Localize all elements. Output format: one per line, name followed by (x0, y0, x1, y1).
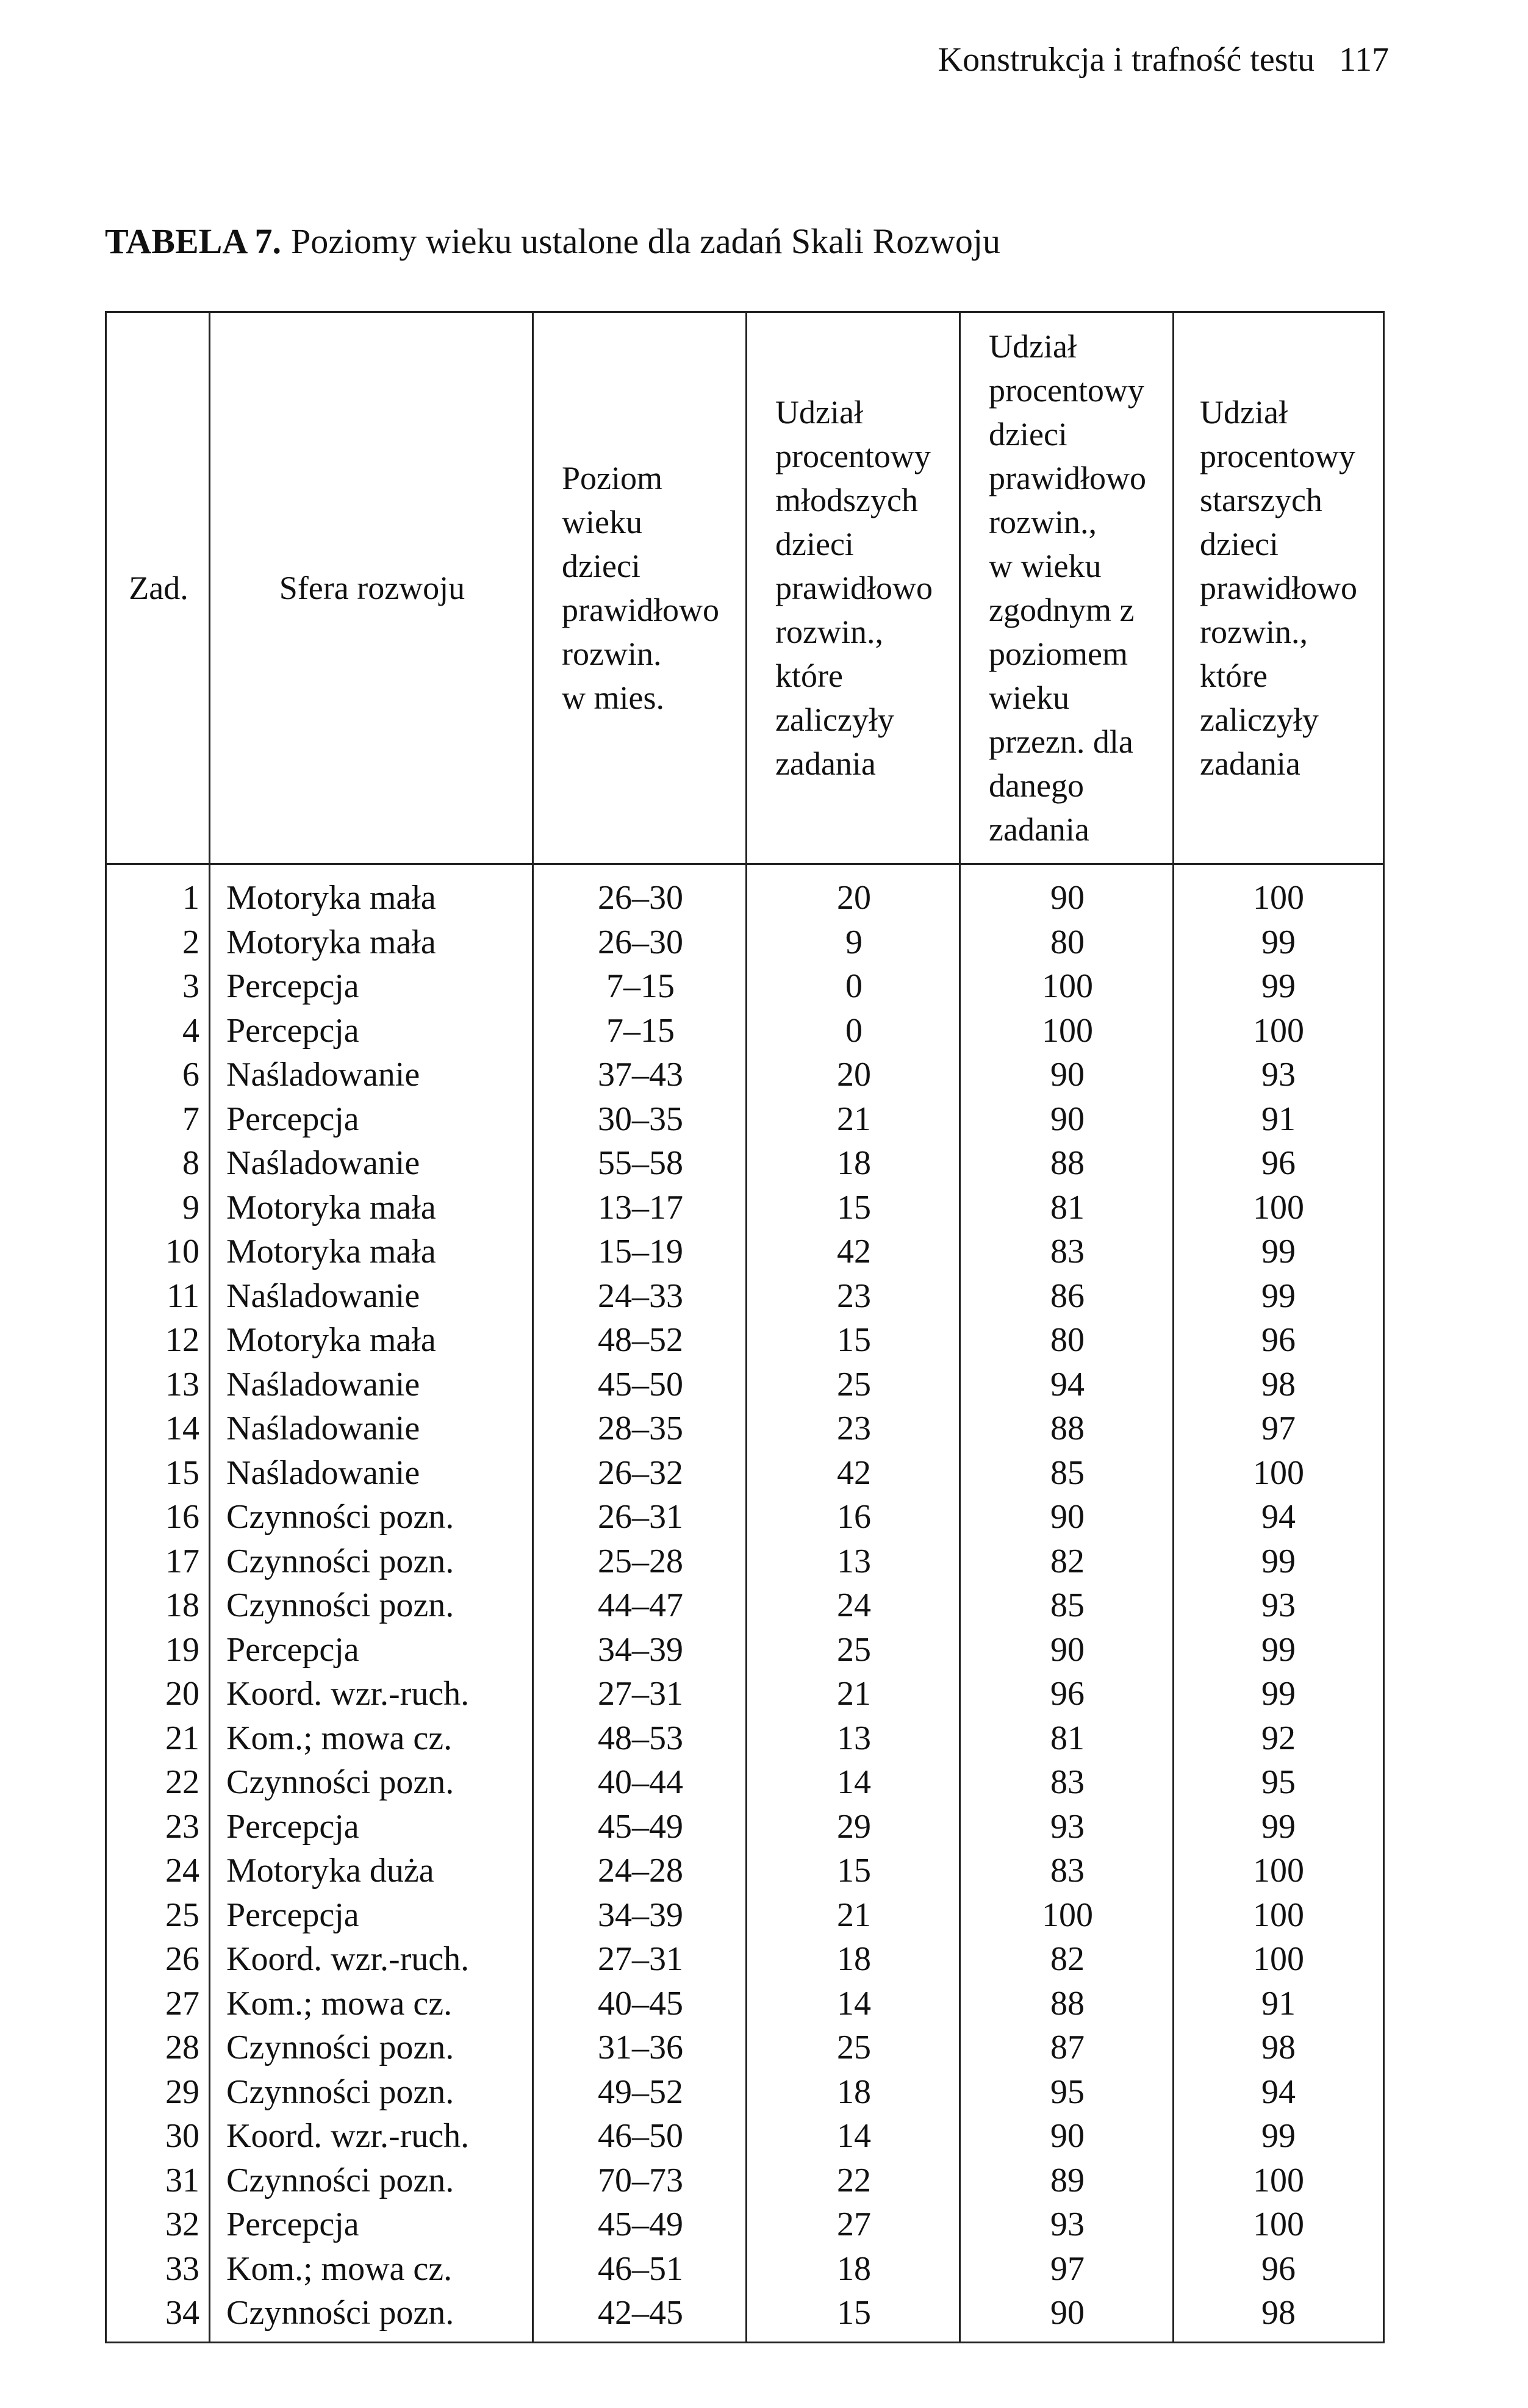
age-levels-table (105, 311, 1385, 2343)
row-poziom-cell: 7–15 (606, 1011, 675, 1050)
row-poziom-cell: 49–52 (598, 2073, 683, 2111)
row-starszych-cell: 100 (1253, 2161, 1304, 2199)
row-sfera-cell: Motoryka mała (226, 1233, 436, 1271)
row-starszych-cell: 91 (1261, 1984, 1296, 2023)
row-zgodnym-cell: 90 (1050, 879, 1085, 917)
row-starszych-cell: 100 (1253, 2206, 1304, 2244)
table-row (107, 1716, 1383, 1761)
row-zad-cell: 25 (165, 1896, 199, 1934)
row-zgodnym-cell: 82 (1050, 1542, 1085, 1580)
row-poziom-cell: 48–53 (598, 1719, 683, 1757)
row-sfera-cell: Percepcja (226, 2206, 359, 2244)
row-sfera-cell: Czynności pozn. (226, 2029, 454, 2067)
row-zgodnym-cell: 83 (1050, 1852, 1085, 1890)
row-sfera-cell: Percepcja (226, 1100, 359, 1138)
row-mlodszych-cell: 24 (837, 1586, 871, 1625)
table-row (107, 1805, 1383, 1849)
row-zgodnym-cell: 90 (1050, 1498, 1085, 1536)
row-starszych-cell: 99 (1261, 1542, 1296, 1580)
row-zad-cell: 31 (165, 2161, 199, 2199)
row-starszych-cell: 91 (1261, 1100, 1296, 1138)
row-mlodszych-cell: 25 (837, 2029, 871, 2067)
row-zad-cell: 24 (165, 1852, 199, 1890)
table-row (107, 1451, 1383, 1496)
row-starszych-cell: 100 (1253, 1940, 1304, 1979)
row-poziom-cell: 13–17 (598, 1188, 683, 1227)
row-sfera-cell: Koord. wzr.-ruch. (226, 1675, 470, 1713)
row-poziom-cell: 48–52 (598, 1321, 683, 1360)
row-sfera-cell: Naśladowanie (226, 1277, 420, 1315)
row-zad-cell: 29 (165, 2073, 199, 2111)
row-sfera-cell: Czynności pozn. (226, 1586, 454, 1625)
table-row (107, 1009, 1383, 1053)
row-zgodnym-cell: 80 (1050, 1321, 1085, 1360)
row-sfera-cell: Naśladowanie (226, 1056, 420, 1094)
row-poziom-cell: 37–43 (598, 1056, 683, 1094)
row-sfera-cell: Naśladowanie (226, 1453, 420, 1492)
row-zgodnym-cell: 90 (1050, 1056, 1085, 1094)
row-starszych-cell: 98 (1261, 1365, 1296, 1403)
row-zgodnym-cell: 97 (1050, 2249, 1085, 2288)
table-caption (105, 221, 1000, 262)
row-mlodszych-cell: 20 (837, 1056, 871, 1094)
row-sfera-cell: Kom.; mowa cz. (226, 2249, 453, 2288)
row-zad-cell: 33 (165, 2249, 199, 2288)
running-head (938, 40, 1389, 79)
table-row (107, 1893, 1383, 1938)
table-row (107, 1363, 1383, 1407)
row-zgodnym-cell: 94 (1050, 1365, 1085, 1403)
row-zad-cell: 1 (182, 879, 199, 917)
header-udzial-mlodszych-text: Udział procentowy młodszych dzieci prawidłowo rozwin., które zaliczyły zadania (775, 394, 933, 782)
row-poziom-cell: 26–31 (598, 1498, 683, 1536)
row-mlodszych-cell: 22 (837, 2161, 871, 2199)
table-body (107, 865, 1383, 2342)
row-sfera-cell: Naśladowanie (226, 1144, 420, 1183)
row-sfera-cell: Naśladowanie (226, 1410, 420, 1448)
table-row (107, 964, 1383, 1009)
row-mlodszych-cell: 14 (837, 1763, 871, 1802)
row-zad-cell: 10 (165, 1233, 199, 1271)
table-row (107, 1274, 1383, 1319)
row-poziom-cell: 30–35 (598, 1100, 683, 1138)
table-row (107, 1628, 1383, 1672)
row-sfera-cell: Czynności pozn. (226, 2161, 454, 2199)
row-mlodszych-cell: 15 (837, 2294, 871, 2332)
row-mlodszych-cell: 18 (837, 2249, 871, 2288)
row-mlodszych-cell: 21 (837, 1100, 871, 1138)
row-poziom-cell: 40–44 (598, 1763, 683, 1802)
header-udzial-starszych (1174, 313, 1383, 863)
row-starszych-cell: 100 (1253, 1852, 1304, 1890)
header-poziom-wieku-text: Poziom wieku dzieci prawidłowo rozwin. w mies. (562, 460, 719, 716)
row-poziom-cell: 27–31 (598, 1675, 683, 1713)
table-row (107, 1230, 1383, 1274)
table-row (107, 1186, 1383, 1230)
table-row (107, 1053, 1383, 1097)
row-starszych-cell: 99 (1261, 1233, 1296, 1271)
row-zad-cell: 7 (182, 1100, 199, 1138)
row-starszych-cell: 96 (1261, 1321, 1296, 1360)
table-row (107, 876, 1383, 920)
row-starszych-cell: 97 (1261, 1410, 1296, 1448)
row-zad-cell: 28 (165, 2029, 199, 2067)
row-mlodszych-cell: 0 (845, 967, 863, 1006)
row-mlodszych-cell: 18 (837, 2073, 871, 2111)
row-mlodszych-cell: 15 (837, 1852, 871, 1890)
table-row (107, 1318, 1383, 1363)
row-starszych-cell: 96 (1261, 1144, 1296, 1183)
row-zgodnym-cell: 85 (1050, 1453, 1085, 1492)
row-sfera-cell: Percepcja (226, 1630, 359, 1669)
table-row (107, 1760, 1383, 1805)
row-poziom-cell: 24–33 (598, 1277, 683, 1315)
header-udzial-zgodnym-text: Udział procentowy dzieci prawidłowo rozwin., w wieku zgodnym z poziomem wieku przezn. dla danego zadania (989, 328, 1146, 848)
row-zad-cell: 9 (182, 1188, 199, 1227)
row-zgodnym-cell: 80 (1050, 923, 1085, 961)
row-sfera-cell: Motoryka mała (226, 1188, 436, 1227)
table-row (107, 2202, 1383, 2247)
row-zgodnym-cell: 89 (1050, 2161, 1085, 2199)
row-zad-cell: 22 (165, 1763, 199, 1802)
table-row (107, 1849, 1383, 1893)
row-starszych-cell: 100 (1253, 879, 1304, 917)
row-sfera-cell: Motoryka mała (226, 923, 436, 961)
row-mlodszych-cell: 27 (837, 2206, 871, 2244)
running-head-title: Konstrukcja i trafność testu (938, 41, 1315, 79)
row-zgodnym-cell: 82 (1050, 1940, 1085, 1979)
header-udzial-zgodnym (961, 313, 1174, 863)
row-mlodszych-cell: 14 (837, 1984, 871, 2023)
header-udzial-starszych-text: Udział procentowy starszych dzieci prawidłowo rozwin., które zaliczyły zadania (1200, 394, 1357, 782)
row-zgodnym-cell: 90 (1050, 2117, 1085, 2155)
row-starszych-cell: 100 (1253, 1896, 1304, 1934)
table-caption-text: Poziomy wieku ustalone dla zadań Skali Rozwoju (291, 221, 1001, 261)
row-zad-cell: 13 (165, 1365, 199, 1403)
row-zad-cell: 26 (165, 1940, 199, 1979)
row-zgodnym-cell: 88 (1050, 1984, 1085, 2023)
row-starszych-cell: 94 (1261, 1498, 1296, 1536)
row-zgodnym-cell: 96 (1050, 1675, 1085, 1713)
row-sfera-cell: Kom.; mowa cz. (226, 1719, 453, 1757)
row-sfera-cell: Motoryka mała (226, 879, 436, 917)
row-sfera-cell: Czynności pozn. (226, 2073, 454, 2111)
row-mlodszych-cell: 42 (837, 1453, 871, 1492)
row-starszych-cell: 100 (1253, 1188, 1304, 1227)
row-poziom-cell: 31–36 (598, 2029, 683, 2067)
row-starszych-cell: 100 (1253, 1453, 1304, 1492)
row-poziom-cell: 28–35 (598, 1410, 683, 1448)
table-row (107, 1982, 1383, 2026)
row-zad-cell: 20 (165, 1675, 199, 1713)
row-zad-cell: 30 (165, 2117, 199, 2155)
row-poziom-cell: 45–49 (598, 1807, 683, 1846)
row-zgodnym-cell: 100 (1042, 1896, 1093, 1934)
row-poziom-cell: 25–28 (598, 1542, 683, 1580)
row-poziom-cell: 70–73 (598, 2161, 683, 2199)
row-zad-cell: 19 (165, 1630, 199, 1669)
row-zgodnym-cell: 90 (1050, 1100, 1085, 1138)
row-sfera-cell: Percepcja (226, 1011, 359, 1050)
table-caption-label: TABELA 7. (105, 221, 282, 261)
row-zgodnym-cell: 90 (1050, 2294, 1085, 2332)
row-zgodnym-cell: 87 (1050, 2029, 1085, 2067)
table-row (107, 2114, 1383, 2159)
row-poziom-cell: 46–50 (598, 2117, 683, 2155)
row-zgodnym-cell: 93 (1050, 2206, 1085, 2244)
row-zad-cell: 34 (165, 2294, 199, 2332)
row-starszych-cell: 96 (1261, 2249, 1296, 2288)
row-zad-cell: 6 (182, 1056, 199, 1094)
row-sfera-cell: Naśladowanie (226, 1365, 420, 1403)
row-poziom-cell: 7–15 (606, 967, 675, 1006)
header-sfera (210, 313, 534, 863)
row-zgodnym-cell: 88 (1050, 1410, 1085, 1448)
row-zad-cell: 16 (165, 1498, 199, 1536)
row-sfera-cell: Czynności pozn. (226, 1542, 454, 1580)
table-row (107, 1937, 1383, 1982)
row-zad-cell: 17 (165, 1542, 199, 1580)
row-mlodszych-cell: 9 (845, 923, 863, 961)
header-zad (107, 313, 210, 863)
row-mlodszych-cell: 25 (837, 1365, 871, 1403)
header-poziom-wieku (534, 313, 747, 863)
row-starszych-cell: 100 (1253, 1011, 1304, 1050)
row-zad-cell: 3 (182, 967, 199, 1006)
row-mlodszych-cell: 23 (837, 1277, 871, 1315)
row-mlodszych-cell: 20 (837, 879, 871, 917)
row-sfera-cell: Percepcja (226, 1807, 359, 1846)
table-row (107, 1141, 1383, 1186)
row-zad-cell: 32 (165, 2206, 199, 2244)
row-starszych-cell: 99 (1261, 923, 1296, 961)
row-poziom-cell: 45–50 (598, 1365, 683, 1403)
row-poziom-cell: 45–49 (598, 2206, 683, 2244)
row-sfera-cell: Czynności pozn. (226, 1498, 454, 1536)
row-zgodnym-cell: 85 (1050, 1586, 1085, 1625)
row-poziom-cell: 46–51 (598, 2249, 683, 2288)
row-sfera-cell: Percepcja (226, 1896, 359, 1934)
row-mlodszych-cell: 25 (837, 1630, 871, 1669)
header-udzial-mlodszych (747, 313, 961, 863)
row-poziom-cell: 27–31 (598, 1940, 683, 1979)
row-poziom-cell: 40–45 (598, 1984, 683, 2023)
row-sfera-cell: Czynności pozn. (226, 1763, 454, 1802)
row-sfera-cell: Koord. wzr.-ruch. (226, 2117, 470, 2155)
row-zad-cell: 23 (165, 1807, 199, 1846)
row-poziom-cell: 26–32 (598, 1453, 683, 1492)
table-row (107, 2291, 1383, 2335)
table-header-row (107, 313, 1383, 865)
row-mlodszych-cell: 15 (837, 1321, 871, 1360)
row-zgodnym-cell: 83 (1050, 1763, 1085, 1802)
row-poziom-cell: 26–30 (598, 923, 683, 961)
row-zad-cell: 21 (165, 1719, 199, 1757)
header-sfera-text: Sfera rozwoju (279, 570, 465, 606)
row-zad-cell: 27 (165, 1984, 199, 2023)
row-poziom-cell: 42–45 (598, 2294, 683, 2332)
row-zad-cell: 14 (165, 1410, 199, 1448)
row-mlodszych-cell: 21 (837, 1675, 871, 1713)
row-poziom-cell: 34–39 (598, 1630, 683, 1669)
row-zad-cell: 4 (182, 1011, 199, 1050)
row-starszych-cell: 99 (1261, 1675, 1296, 1713)
row-zad-cell: 11 (167, 1277, 199, 1315)
row-mlodszych-cell: 15 (837, 1188, 871, 1227)
row-zgodnym-cell: 81 (1050, 1188, 1085, 1227)
row-zad-cell: 18 (165, 1586, 199, 1625)
row-sfera-cell: Czynności pozn. (226, 2294, 454, 2332)
table-row (107, 2247, 1383, 2292)
row-mlodszych-cell: 14 (837, 2117, 871, 2155)
table-row (107, 920, 1383, 965)
table-row (107, 1539, 1383, 1584)
row-poziom-cell: 34–39 (598, 1896, 683, 1934)
table-row (107, 1672, 1383, 1716)
row-zgodnym-cell: 86 (1050, 1277, 1085, 1315)
row-mlodszych-cell: 0 (845, 1011, 863, 1050)
row-zad-cell: 12 (165, 1321, 199, 1360)
row-zad-cell: 8 (182, 1144, 199, 1183)
row-starszych-cell: 99 (1261, 967, 1296, 1006)
row-starszych-cell: 99 (1261, 2117, 1296, 2155)
row-starszych-cell: 93 (1261, 1586, 1296, 1625)
row-poziom-cell: 55–58 (598, 1144, 683, 1183)
table-row (107, 1406, 1383, 1451)
table-row (107, 1495, 1383, 1539)
row-zad-cell: 15 (165, 1453, 199, 1492)
row-poziom-cell: 24–28 (598, 1852, 683, 1890)
row-sfera-cell: Motoryka mała (226, 1321, 436, 1360)
row-zgodnym-cell: 90 (1050, 1630, 1085, 1669)
table-row (107, 2070, 1383, 2115)
row-mlodszych-cell: 16 (837, 1498, 871, 1536)
row-zgodnym-cell: 95 (1050, 2073, 1085, 2111)
row-zgodnym-cell: 83 (1050, 1233, 1085, 1271)
row-starszych-cell: 92 (1261, 1719, 1296, 1757)
table-row (107, 1583, 1383, 1628)
row-mlodszych-cell: 29 (837, 1807, 871, 1846)
row-mlodszych-cell: 18 (837, 1144, 871, 1183)
row-starszych-cell: 99 (1261, 1807, 1296, 1846)
row-starszych-cell: 99 (1261, 1630, 1296, 1669)
row-zgodnym-cell: 100 (1042, 1011, 1093, 1050)
row-zad-cell: 2 (182, 923, 199, 961)
row-mlodszych-cell: 18 (837, 1940, 871, 1979)
page-number: 117 (1339, 41, 1389, 79)
table-row (107, 2159, 1383, 2203)
row-mlodszych-cell: 13 (837, 1542, 871, 1580)
row-zgodnym-cell: 93 (1050, 1807, 1085, 1846)
row-sfera-cell: Kom.; mowa cz. (226, 1984, 453, 2023)
row-starszych-cell: 93 (1261, 1056, 1296, 1094)
row-sfera-cell: Percepcja (226, 967, 359, 1006)
row-zgodnym-cell: 100 (1042, 967, 1093, 1006)
row-starszych-cell: 94 (1261, 2073, 1296, 2111)
header-zad-text: Zad. (129, 570, 188, 606)
row-mlodszych-cell: 13 (837, 1719, 871, 1757)
row-starszych-cell: 95 (1261, 1763, 1296, 1802)
row-mlodszych-cell: 21 (837, 1896, 871, 1934)
row-poziom-cell: 44–47 (598, 1586, 683, 1625)
row-zgodnym-cell: 81 (1050, 1719, 1085, 1757)
row-sfera-cell: Motoryka duża (226, 1852, 434, 1890)
table-row (107, 2026, 1383, 2070)
row-starszych-cell: 98 (1261, 2029, 1296, 2067)
row-poziom-cell: 26–30 (598, 879, 683, 917)
row-mlodszych-cell: 42 (837, 1233, 871, 1271)
row-mlodszych-cell: 23 (837, 1410, 871, 1448)
row-starszych-cell: 98 (1261, 2294, 1296, 2332)
row-zgodnym-cell: 88 (1050, 1144, 1085, 1183)
row-starszych-cell: 99 (1261, 1277, 1296, 1315)
row-poziom-cell: 15–19 (598, 1233, 683, 1271)
table-row (107, 1097, 1383, 1142)
row-sfera-cell: Koord. wzr.-ruch. (226, 1940, 470, 1979)
